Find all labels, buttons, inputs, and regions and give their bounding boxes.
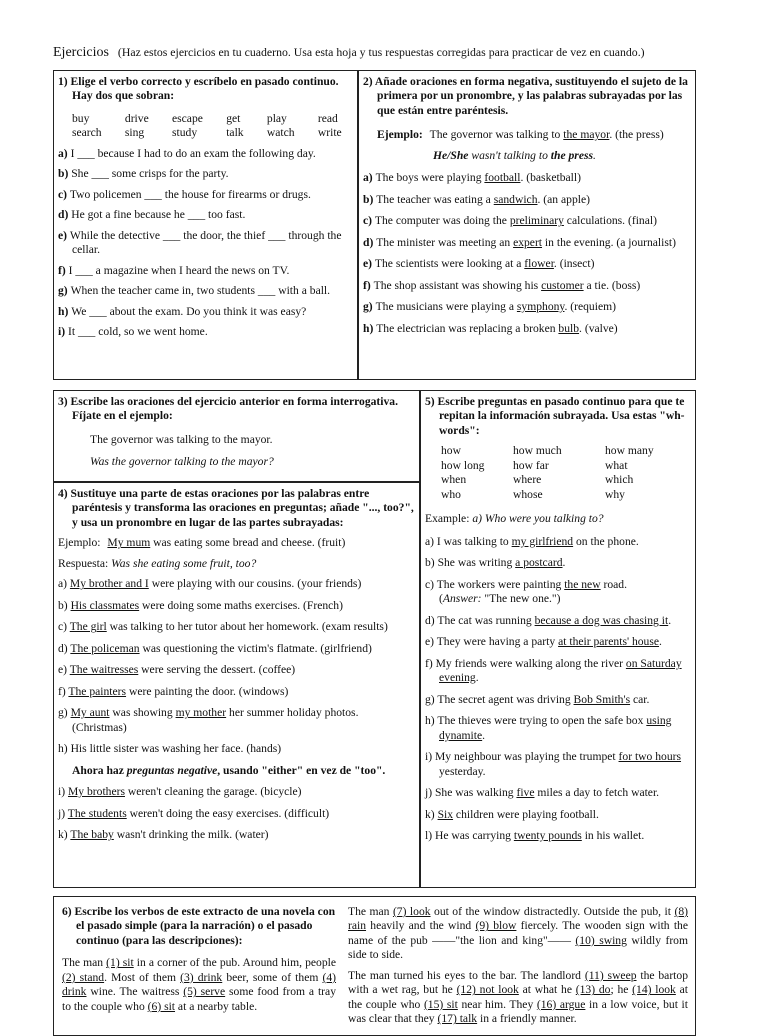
item-letter: c) (363, 214, 375, 228)
text-segment: at the couple who (348, 983, 688, 1011)
item-letter: a) (58, 577, 70, 591)
word-bank-item: get (226, 111, 241, 125)
item-letter: i) (425, 750, 435, 764)
item-letter: a) (425, 534, 437, 548)
exercise-item (425, 714, 691, 743)
exercise-item (58, 188, 353, 202)
item-underlined: my mother (175, 706, 227, 720)
text-segment: heavily and the wind (366, 919, 476, 933)
item-letter: l) (425, 829, 435, 843)
text-segment: at a nearby table. (175, 999, 258, 1013)
item-hint: . (insect) (553, 257, 595, 271)
item-letter: h) (425, 714, 438, 728)
item-text: She was writing (437, 556, 516, 570)
item-text: Two policemen ___ the house for firearms or drugs. (69, 187, 311, 201)
exercise-item (425, 750, 691, 779)
item-letter: d) (425, 613, 438, 627)
verb-blank: (1) sit (106, 956, 134, 970)
item-underlined: the new (564, 577, 601, 591)
item-underlined: at their parents' house (558, 635, 660, 649)
item-text: The workers were painting (436, 577, 565, 591)
exercise-item (58, 229, 353, 258)
exercise-2-heading: 2) Añade oraciones en forma negativa, sustituyendo el sujeto de la primera por un pronombre, y las palabras subrayadas por las que están entre paréntesis. (363, 75, 688, 117)
exercise-2-items (363, 171, 691, 336)
exercise-item (58, 828, 415, 842)
exercise-4-heading: 4) Sustituye una parte de estas oraciones por las palabras entre paréntesis y transforma las oraciones en preguntas; añade "..., too?", y usa un pronombre en lugar de las partes subrayadas: (58, 487, 414, 529)
item-underlined: Bob Smith's (573, 692, 631, 706)
wh-word: how long (441, 458, 485, 472)
example-text: The governor was talking to (429, 128, 564, 142)
exercise-1-items (58, 147, 353, 340)
exercise-1-box (53, 70, 358, 380)
item-letter: f) (425, 656, 436, 670)
item-underlined: His classmates (70, 598, 140, 612)
item-underlined: symphony (516, 300, 565, 314)
item-letter: e) (58, 663, 70, 677)
item-letter: h) (58, 304, 72, 318)
item-text: were playing with our cousins. (your friends) (148, 577, 362, 591)
answer-text: Was she eating some fruit, too? (111, 556, 257, 570)
exercise-item (363, 300, 691, 314)
item-text: road. (600, 577, 627, 591)
wh-word: where (513, 473, 542, 487)
item-underlined: a postcard (515, 556, 563, 570)
item-text: . (659, 635, 662, 649)
verb-blank: (7) look (392, 905, 431, 918)
item-text: wasn't drinking the milk. (water) (113, 828, 269, 842)
text-segment: some food from a tray to the couple who (62, 985, 336, 1013)
item-letter: f) (58, 263, 69, 277)
exercise-item (363, 322, 691, 336)
wh-word: how many (605, 444, 654, 458)
word-bank-item: talk (226, 126, 244, 140)
text-segment: at what he (518, 983, 576, 997)
text-segment: the bartop with a wet rag, but he (348, 968, 688, 997)
exercise-item (58, 264, 353, 278)
item-letter: d) (363, 235, 377, 249)
item-text: . (668, 613, 672, 627)
item-text: He got a fine because he ___ too fast. (71, 208, 246, 222)
item-text: She was walking (434, 786, 517, 800)
item-text: weren't cleaning the garage. (bicycle) (124, 785, 302, 799)
item-underlined: My brother and I (69, 577, 149, 591)
exercise-6-text-part-3 (348, 969, 688, 1027)
item-text: I was talking to (436, 534, 512, 548)
wh-word: which (605, 473, 634, 487)
item-letter: k) (58, 828, 71, 842)
item-text: . (562, 556, 566, 570)
exercise-2-example (377, 128, 691, 142)
exercise-item (363, 214, 691, 228)
item-text: The boys were playing (375, 171, 485, 185)
answer-label: Answer: (442, 592, 482, 606)
item-text: The minister was meeting an (376, 235, 514, 249)
item-underlined: sandwich (493, 192, 538, 206)
exercise-item (425, 635, 691, 649)
exercise-4-items (58, 577, 415, 756)
item-hint: . (requiem) (564, 300, 616, 314)
item-text: His little sister was washing her face. (hands) (70, 742, 282, 756)
item-text: miles a day to fetch water. (534, 786, 660, 800)
item-text: The scientists were looking at a (374, 257, 525, 271)
exercise-item (58, 642, 415, 656)
item-text: She ___ some crisps for the party. (71, 167, 229, 181)
exercise-item (58, 663, 415, 677)
item-letter: i) (58, 325, 68, 339)
text-segment: in a low voice, but it was clear that they (348, 997, 688, 1026)
exercise-item (58, 785, 415, 799)
item-letter: f) (363, 278, 374, 292)
exercise-2-example-answer: He/She wasn't talking to the press. (433, 148, 596, 162)
exercise-3-example: The governor was talking to the mayor. (90, 432, 273, 446)
item-letter: c) (58, 187, 70, 201)
text-segment: The man turned his eyes to the bar. The landlord (348, 968, 585, 982)
text-segment: The man (62, 956, 107, 970)
verb-blank: (3) drink (180, 970, 223, 984)
text-segment: beer, some of them (222, 970, 323, 984)
item-text: . (482, 728, 486, 742)
example-underlined: My mum (107, 536, 151, 550)
item-underlined: The students (67, 806, 127, 820)
answer-object: the press (550, 148, 593, 162)
exercise-item (58, 325, 353, 339)
item-hint: . (an apple) (537, 192, 590, 206)
exercise-5-items (425, 535, 691, 844)
wh-word: when (441, 473, 467, 487)
item-text: When the teacher came in, two students ___ with a ball. (70, 284, 331, 298)
exercise-item (58, 284, 353, 298)
item-text: weren't doing the easy exercises. (difficult) (126, 806, 330, 820)
item-letter: j) (58, 806, 68, 820)
exercise-5-heading: 5) Escribe preguntas en pasado continuo para que te repitan la información subrayada. Usa estas "wh- words": (425, 395, 685, 437)
item-text: The computer was doing the (374, 214, 510, 228)
exercise-3-box (53, 390, 420, 482)
exercise-4-negative-items (58, 785, 415, 842)
item-text: car. (630, 692, 650, 706)
wh-word: how much (513, 444, 562, 458)
text-segment: in a corner of the pub. Around him, people (133, 956, 336, 970)
item-text: It ___ cold, so we went home. (67, 325, 208, 339)
example-label: Ejemplo: (377, 128, 423, 142)
item-letter: i) (58, 785, 68, 799)
item-underlined: The waitresses (69, 663, 139, 677)
item-text: The teacher was eating a (376, 192, 494, 206)
exercise-item (425, 535, 691, 549)
text-segment: . Most of them (104, 970, 181, 984)
verb-blank: (16) argue (536, 997, 586, 1011)
item-letter: b) (58, 167, 72, 181)
item-text: on the phone. (573, 534, 639, 548)
verb-blank: (9) blow (475, 919, 517, 933)
item-underlined: bulb (558, 321, 580, 335)
exercise-6-left-column (62, 905, 336, 1014)
wh-word: how far (513, 458, 549, 472)
item-letter: e) (425, 635, 437, 649)
verb-blank: (6) sit (147, 999, 176, 1013)
exercise-item (425, 786, 691, 800)
wh-word: how (441, 444, 461, 458)
item-text: He was carrying (434, 829, 514, 843)
exercise-4-example (58, 536, 415, 550)
item-text: The thieves were trying to open the safe box (437, 714, 647, 728)
item-letter: d) (58, 208, 72, 222)
example-underlined: the mayor (563, 128, 610, 142)
item-text: children were playing football. (453, 807, 599, 821)
word-bank-item: watch (266, 126, 295, 140)
text-segment: fiercely. The wooden sign with the name of the pub ——"the lion and king"—— (348, 919, 689, 947)
exercise-item (58, 577, 415, 591)
exercise-5-word-bank (441, 444, 691, 502)
exercise-item (58, 620, 415, 634)
text-segment: The man (348, 905, 393, 918)
item-text: They were having a party (436, 635, 559, 649)
item-letter: j) (425, 786, 435, 800)
item-text: While the detective ___ the door, the thief ___ through the cellar. (69, 228, 342, 257)
verb-blank: (15) sit (423, 997, 458, 1011)
item-text: was showing (109, 706, 176, 720)
item-underlined: preliminary (509, 214, 564, 228)
item-text: her summer holiday photos. (Christmas) (72, 706, 359, 734)
item-text: The electrician was replacing a broken (376, 321, 559, 335)
exercise-item (363, 193, 691, 207)
exercise-1-heading: 1) Elige el verbo correcto y escríbelo en pasado continuo. Hay dos que sobran: (58, 75, 339, 103)
answer-text: "The new one.") (481, 592, 561, 606)
exercise-1-word-bank (72, 112, 353, 141)
item-underlined: using dynamite (439, 714, 672, 742)
item-letter: h) (58, 742, 71, 756)
item-text: The musicians were playing a (375, 300, 517, 314)
item-underlined: five (516, 786, 535, 800)
exercise-item (58, 147, 353, 161)
exercise-item (425, 614, 691, 628)
verb-blank: (2) stand (62, 970, 105, 984)
item-underlined: twenty pounds (513, 829, 582, 843)
word-bank-item: read (317, 111, 338, 125)
item-letter: b) (425, 556, 438, 570)
item-underlined: on Saturday evening (439, 656, 682, 685)
verb-blank: (11) sweep (584, 968, 637, 982)
exercise-item (58, 599, 415, 613)
exercise-item (363, 257, 691, 271)
wh-word: who (441, 487, 461, 501)
verb-blank: (4) drink (62, 970, 337, 999)
word-bank-item: play (266, 111, 287, 125)
exercise-item (425, 808, 691, 822)
item-underlined: Six (437, 807, 454, 821)
item-text: The shop assistant was showing his (373, 278, 542, 292)
word-bank-item: buy (72, 111, 90, 125)
text-segment: ; he (610, 983, 633, 997)
item-text: I ___ a magazine when I heard the news on TV. (68, 263, 290, 277)
item-underlined: customer (541, 278, 584, 292)
item-underlined: football (484, 171, 521, 185)
item-letter: g) (58, 706, 71, 720)
item-underlined: for two hours (618, 750, 682, 764)
item-underlined: because a dog was chasing it (534, 613, 669, 627)
item-text: was talking to her tutor about her homework. (exam results) (106, 620, 388, 634)
exercise-4-answer (58, 557, 415, 571)
item-underlined: The painters (68, 684, 127, 698)
item-letter: c) (425, 577, 437, 591)
item-letter: e) (363, 257, 375, 271)
item-letter: a) (363, 171, 376, 185)
item-underlined: My aunt (70, 706, 110, 720)
exercise-item (58, 208, 353, 222)
exercise-item (58, 742, 415, 756)
item-text: were serving the dessert. (coffee) (138, 663, 296, 677)
item-letter: a) (58, 146, 71, 160)
exercise-item (425, 829, 691, 843)
item-letter: e) (58, 228, 70, 242)
item-underlined: The girl (69, 620, 107, 634)
page-header (53, 44, 753, 62)
exercise-item (425, 556, 691, 570)
exercise-item (58, 167, 353, 181)
exercise-5-box (420, 390, 696, 888)
exercise-3-heading: 3) Escribe las oraciones del ejercicio anterior en forma interrogativa. Fíjate en el ejemplo: (58, 395, 398, 423)
exercise-item (363, 171, 691, 185)
answer-subject: He/She (433, 148, 469, 162)
exercise-3-answer: Was the governor talking to the mayor? (90, 455, 274, 469)
item-letter: h) (363, 321, 377, 335)
item-underlined: expert (513, 235, 543, 249)
item-letter: c) (58, 620, 70, 634)
item-text: in his wallet. (581, 829, 645, 843)
item-text: were doing some maths exercises. (French) (139, 598, 343, 612)
answer-label: Respuesta: (58, 556, 112, 570)
verb-blank: (14) look (632, 983, 676, 997)
item-hint: calculations. (final) (563, 214, 657, 228)
example-label: Ejemplo: (58, 536, 101, 550)
item-letter: g) (363, 300, 376, 314)
word-bank-item: write (317, 126, 342, 140)
verb-blank: (8) rain (348, 905, 688, 933)
item-underlined: flower (524, 257, 554, 271)
item-letter: d) (58, 641, 71, 655)
wh-word: what (605, 458, 628, 472)
item-text: We ___ about the exam. Do you think it was easy? (71, 304, 307, 318)
exercise-4-box (53, 482, 420, 888)
wh-word: why (605, 487, 625, 501)
item-letter: b) (58, 598, 71, 612)
text-segment: in a friendly manner. (477, 1012, 577, 1026)
text-segment: wine. The waitress (86, 985, 184, 999)
verb-blank: (12) not look (456, 983, 519, 997)
item-text: were painting the door. (windows) (126, 684, 289, 698)
item-underlined: The baby (70, 828, 114, 842)
exercise-6-text-part-2 (348, 905, 688, 963)
item-text: I ___ because I had to do an exam the following day. (70, 146, 316, 160)
item-underlined: The policeman (70, 641, 140, 655)
item-hint: in the evening. (a journalist) (542, 235, 676, 249)
item-letter: f) (58, 684, 69, 698)
text-segment: wildly from side to side. (348, 933, 688, 962)
exercise-item (363, 279, 691, 293)
item-text: The cat was running (437, 613, 535, 627)
item-text: My neighbour was playing the trumpet (434, 750, 619, 764)
exercise-item (363, 236, 691, 250)
word-bank-item: study (172, 126, 198, 140)
item-letter: g) (58, 284, 71, 298)
exercise-item (58, 685, 415, 699)
item-answer-hint: (Answer: "The new one.") (439, 592, 561, 606)
exercise-item (425, 578, 691, 607)
wh-word: whose (513, 487, 543, 501)
item-letter: k) (425, 807, 438, 821)
item-underlined: my girlfriend (511, 534, 574, 548)
word-bank-item: escape (172, 111, 203, 125)
exercise-6-right-column (348, 905, 688, 1027)
item-hint: a tie. (boss) (583, 278, 641, 292)
item-letter: g) (425, 692, 438, 706)
verb-blank: (5) serve (183, 985, 226, 999)
word-bank-item: drive (124, 111, 149, 125)
item-text: was questioning the victim's flatmate. (girlfriend) (139, 641, 372, 655)
text-segment: near him. They (457, 997, 537, 1011)
exercise-5-example: Example: a) Who were you talking to? (425, 512, 604, 526)
item-hint: . (basketball) (520, 171, 581, 185)
exercise-6-box (53, 896, 696, 1036)
text-segment: out of the window distractedly. Outside the pub, it (430, 905, 675, 918)
item-text: . (475, 671, 479, 685)
item-text: My friends were walking along the river (435, 656, 626, 670)
example-text: was eating some bread and cheese. (fruit) (150, 536, 346, 550)
answer-verb: wasn't talking to (468, 148, 551, 162)
exercise-item (425, 657, 691, 686)
exercise-2-box (358, 70, 696, 380)
exercise-4-negative-instruction: Ahora haz preguntas negative, usando "either" en vez de "too". (72, 763, 386, 777)
verb-blank: (10) swing (575, 933, 627, 947)
verb-blank: (13) do (575, 983, 611, 997)
word-bank-item: search (72, 126, 102, 140)
item-text: yesterday. (439, 764, 486, 778)
exercise-item (425, 693, 691, 707)
item-letter: b) (363, 192, 377, 206)
item-text: The secret agent was driving (437, 692, 574, 706)
exercise-6-heading: 6) Escribe los verbos de este extracto de una novela con el pasado simple (para la narración) o el pasado continuo (para las descripciones): (62, 905, 336, 947)
page-title: Ejercicios (53, 45, 109, 60)
verb-blank: (17) talk (437, 1012, 478, 1026)
exercise-item (58, 807, 415, 821)
item-underlined: My brothers (67, 785, 125, 799)
exercise-item (58, 706, 415, 735)
page-instructions: (Haz estos ejercicios en tu cuaderno. Usa esta hoja y tus respuestas corregidas para practicar de vez en cuando.) (117, 45, 645, 59)
exercise-item (58, 305, 353, 319)
word-bank-item: sing (124, 126, 145, 140)
example-hint: . (the press) (609, 128, 664, 142)
item-hint: . (valve) (579, 321, 618, 335)
exercise-6-text-part-1 (62, 956, 336, 1014)
